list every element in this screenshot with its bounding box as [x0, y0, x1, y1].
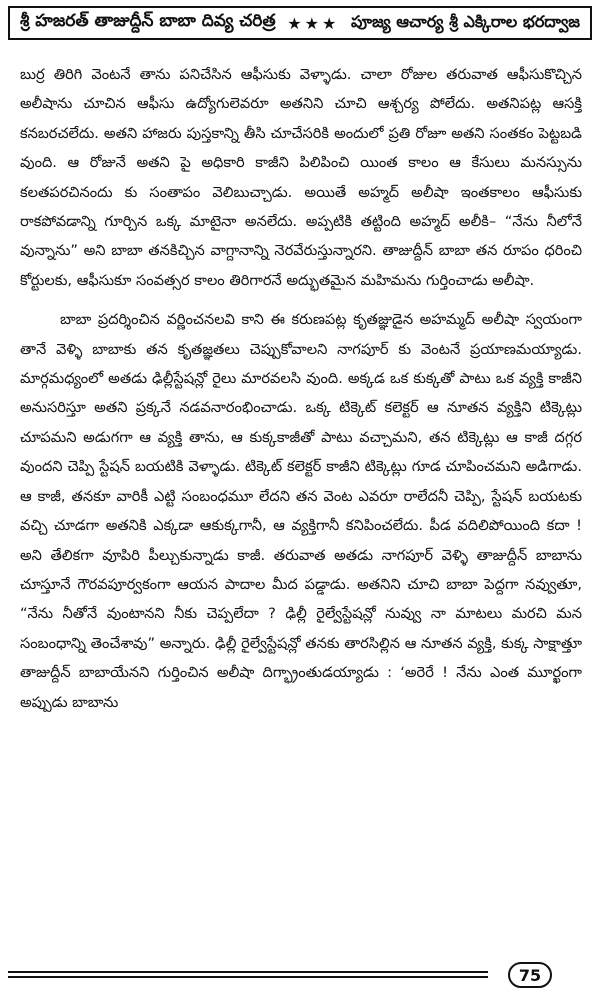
paragraph-2: బాబా ప్రదర్శించిన వర్ణించనలవి కాని ఈ కరుణపట్ల కృతజ్ఞుడైన అహమ్మద్ అలీషా స్వయంగా తానే వెళ్ళి బాబాకు తన కృతజ్ఞతలు చెప్పుకోవాలని నాగపూర్ కు వెంటనే ప్రయాణమయ్యాడు. మార్గమధ్యంలో అతడు ఢిల్లీస్టేషన్లో రైలు మారవలసి వుంది. అక్కడ ఒక కుక్కతో పాటు ఒక వ్యక్తి కాజీని అనుసరిస్తూ అతని ప్రక్కనే నడవనారంభించాడు. ఒక్క టిక్కెట్ కలెక్టర్ ఆ నూతన వ్యక్తిని టిక్కెట్లు చూపమని అడుగగా ఆ వ్యక్తి తాను, ఆ కుక్కకాజీతో పాటు వచ్చామని, తన టిక్కెట్లు ఆ కాజీ దగ్గర వుందని చెప్పి స్టేషన్ బయటికి వెళ్ళాడు. టిక్కెట్ కలెక్టర్ కాజీని టిక్కెట్లు గూడ చూపించమని అడిగాడు. ఆ కాజీ, తనకూ వారికీ ఎట్టి సంబంధమూ లేదని తన వెంట ఎవరూ రాలేదనీ చెప్పి, స్టేషన్ బయటకు వచ్చి చూడగా అతనికి ఎక్కడా ఆకుక్కగానీ, ఆ వ్యక్తిగానీ కనిపించలేదు. పీడ వదిలిపోయింది కదా ! అని తేలికగా వూపిరి పీల్చుకున్నాడు కాజీ. తరువాత అతడు నాగపూర్ వెళ్ళి తాజుద్దీన్ బాబాను చూస్తూనే గౌరవపూర్వకంగా ఆయన పాదాల మీద పడ్డాడు. అతనిని చూచి బాబా పెద్దగా నవ్వుతూ, “నేను నీతోనే వుంటానని నీకు చెప్పలేదా ? ఢిల్లీ రైల్వేస్టేషన్లో నువ్వు నా మాటలు మరచి మన సంబంధాన్ని తెంచేశావు” అన్నారు. ఢిల్లీ రైల్వేస్టేషన్లో తనకు తారసిల్లిన ఆ నూతన వ్యక్తి, కుక్క సాక్షాత్తూ తాజుద్దీన్ బాబాయేనని గుర్తించిన అలీషా దిగ్భ్రాంతుడయ్యాడు : ‘అరెరే ! నేను ఎంత మూర్ఖంగా అప్పుడు బాబాను [20, 311, 582, 711]
paragraph-1: బుర్ర తిరిగి వెంటనే తాను పనిచేసిన ఆఫీసుకు వెళ్ళాడు. చాలా రోజుల తరువాత ఆఫీసుకొచ్చిన అలీషాను చూచిన ఆఫీసు ఉద్యోగులెవరూ అతనిని చూచి ఆశ్చర్య పోలేదు. అతనిపట్ల ఆసక్తి కనబరచలేదు. అతని హాజరు పుస్తకాన్ని తీసి చూచేసరికి అందులో ప్రతి రోజూ అతని సంతకం పెట్టబడి వుంది. ఆ రోజునే అతని పై అధికారి కాజీని పిలిపించి యింత కాలం ఆ కేసులు మనస్సును కలతపరచినందు కు సంతాపం వెలిబుచ్చాడు. అయితే అహ్మద్ అలీషా ఇంతకాలం ఆఫీసుకు రాకపోవడాన్ని గూర్చిన ఒక్క మాటైనా అనలేదు. అప్పటికి తట్టింది అహ్మద్ అలీకి– “నేను నీలోనే వున్నాను” అని బాబా తనకిచ్చిన వాగ్దానాన్ని నెరవేరుస్తున్నారని. తాజుద్దీన్ బాబా తన రూపం ధరించి కోర్టులకు, ఆఫీసుకూ సంవత్సర కాలం తిరిగారనే అద్భుతమైన మహిమను గుర్తించాడు అలీషా. [20, 66, 582, 289]
running-header [8, 6, 592, 40]
page-footer [8, 962, 592, 988]
footer-rule-bottom [8, 976, 488, 978]
footer-rule-top [8, 971, 488, 973]
author-name: పూజ్య ఆచార్య శ్రీ ఎక్కిరాల భరద్వాజ [351, 11, 580, 31]
header-stars: ★★★ [287, 13, 340, 33]
page-body [20, 60, 582, 955]
page-number: 75 [508, 962, 552, 988]
book-title: శ్రీ హజరత్ తాజుద్దీన్ బాబా దివ్య చరిత్ర [20, 11, 276, 31]
